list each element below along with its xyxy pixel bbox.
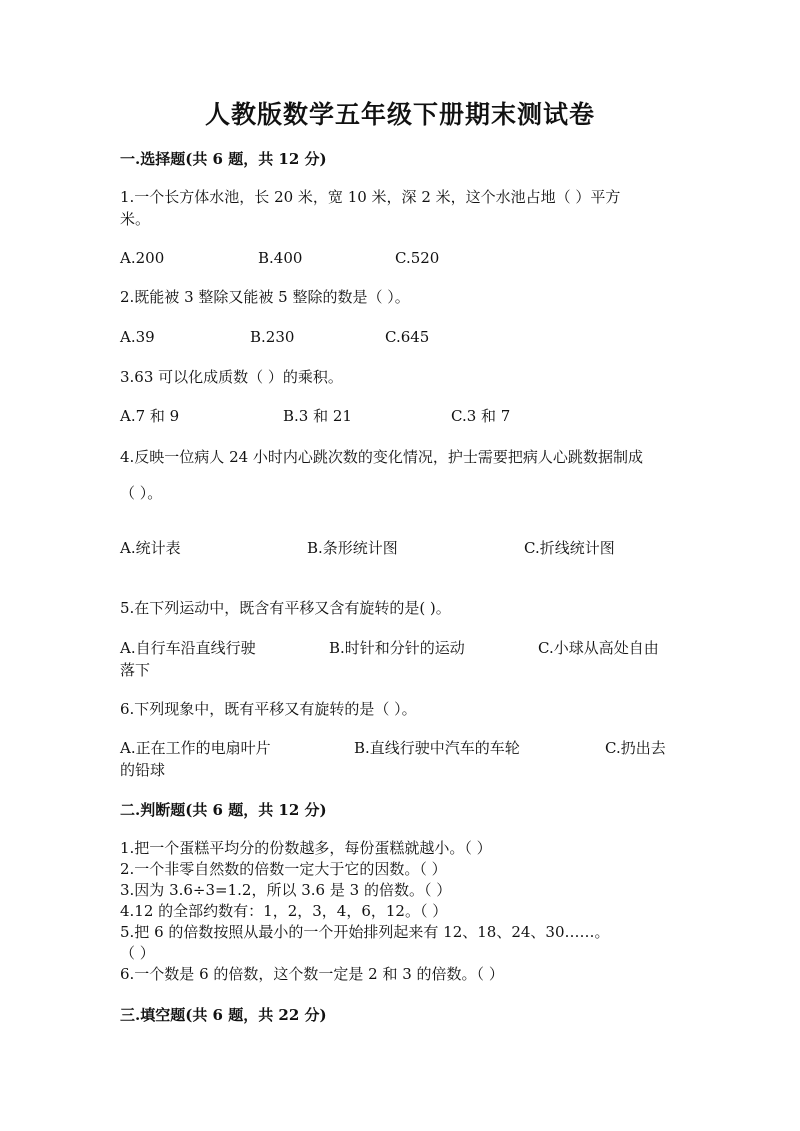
list-item-cont: （ ） [120,944,155,962]
option-c: C.520 [395,249,440,267]
option-b: B.230 [250,328,295,346]
list-item: 5.把 6 的倍数按照从最小的一个开始排列起来有 12、18、24、30……。 [120,923,610,941]
option-a: A.正在工作的电扇叶片 [120,739,271,757]
option-b: B.直线行驶中汽车的车轮 [354,739,520,757]
options-4 [120,537,680,559]
option-a: A.39 [120,328,155,346]
section-heading-choice: 一.选择题(共 6 题，共 12 分) [120,150,327,168]
list-item: 1.把一个蛋糕平均分的份数越多，每份蛋糕就越小。（ ） [120,839,492,857]
option-b: B.3 和 21 [283,407,352,425]
option-c: C.3 和 7 [451,407,511,425]
question-text: 4.反映一位病人 24 小时内心跳次数的变化情况，护士需要把病人心跳数据制成 [120,448,643,466]
section-heading-judgement: 二.判断题(共 6 题，共 12 分) [120,801,327,819]
list-item: 3.因为 3.6÷3=1.2，所以 3.6 是 3 的倍数。（ ） [120,881,452,899]
option-b: B.条形统计图 [307,539,398,557]
option-b: B.400 [258,249,303,267]
option-c: C.645 [385,328,430,346]
option-c: C.折线统计图 [524,539,615,557]
option-a: A.7 和 9 [120,407,180,425]
options-1 [120,247,680,269]
option-a: A.200 [120,249,165,267]
question-6 [120,698,680,720]
question-text: 1.一个长方体水池，长 20 米，宽 10 米，深 2 米，这个水池占地（ ）平方 [120,188,621,206]
page-title: 人教版数学五年级下册期末测试卷 [204,100,595,129]
question-text: 5.在下列运动中，既含有平移又含有旋转的是( )。 [120,599,451,617]
question-4 [120,446,680,468]
option-b: B.时针和分针的运动 [329,639,465,657]
question-3 [120,366,680,388]
options-5 [120,637,680,681]
option-c: C.扔出去 [605,739,666,757]
question-5 [120,597,680,619]
option-c-cont: 落下 [120,661,151,679]
list-item: 4.12 的全部约数有：1，2，3，4，6，12。（ ） [120,902,448,920]
list-item: 6.一个数是 6 的倍数，这个数一定是 2 和 3 的倍数。（ ） [120,965,504,983]
option-c: C.小球从高处自由 [538,639,659,657]
judgement-list [120,838,680,985]
question-text-cont: （ ）。 [120,484,163,502]
options-2 [120,326,680,348]
list-item: 2.一个非零自然数的倍数一定大于它的因数。（ ） [120,860,447,878]
options-6 [120,737,680,781]
option-a: A.统计表 [120,539,181,557]
options-3 [120,405,680,427]
option-a: A.自行车沿直线行驶 [120,639,256,657]
question-1 [120,186,680,230]
question-4-cont [120,482,680,504]
option-c-cont: 的铅球 [120,761,166,779]
question-text: 6.下列现象中，既有平移又有旋转的是（ ）。 [120,700,417,718]
question-2 [120,286,680,308]
question-text: 3.63 可以化成质数（ ）的乘积。 [120,368,343,386]
question-text: 2.既能被 3 整除又能被 5 整除的数是（ ）。 [120,288,410,306]
section-heading-fill: 三.填空题(共 6 题，共 22 分) [120,1006,327,1024]
question-text-cont: 米。 [120,210,151,228]
